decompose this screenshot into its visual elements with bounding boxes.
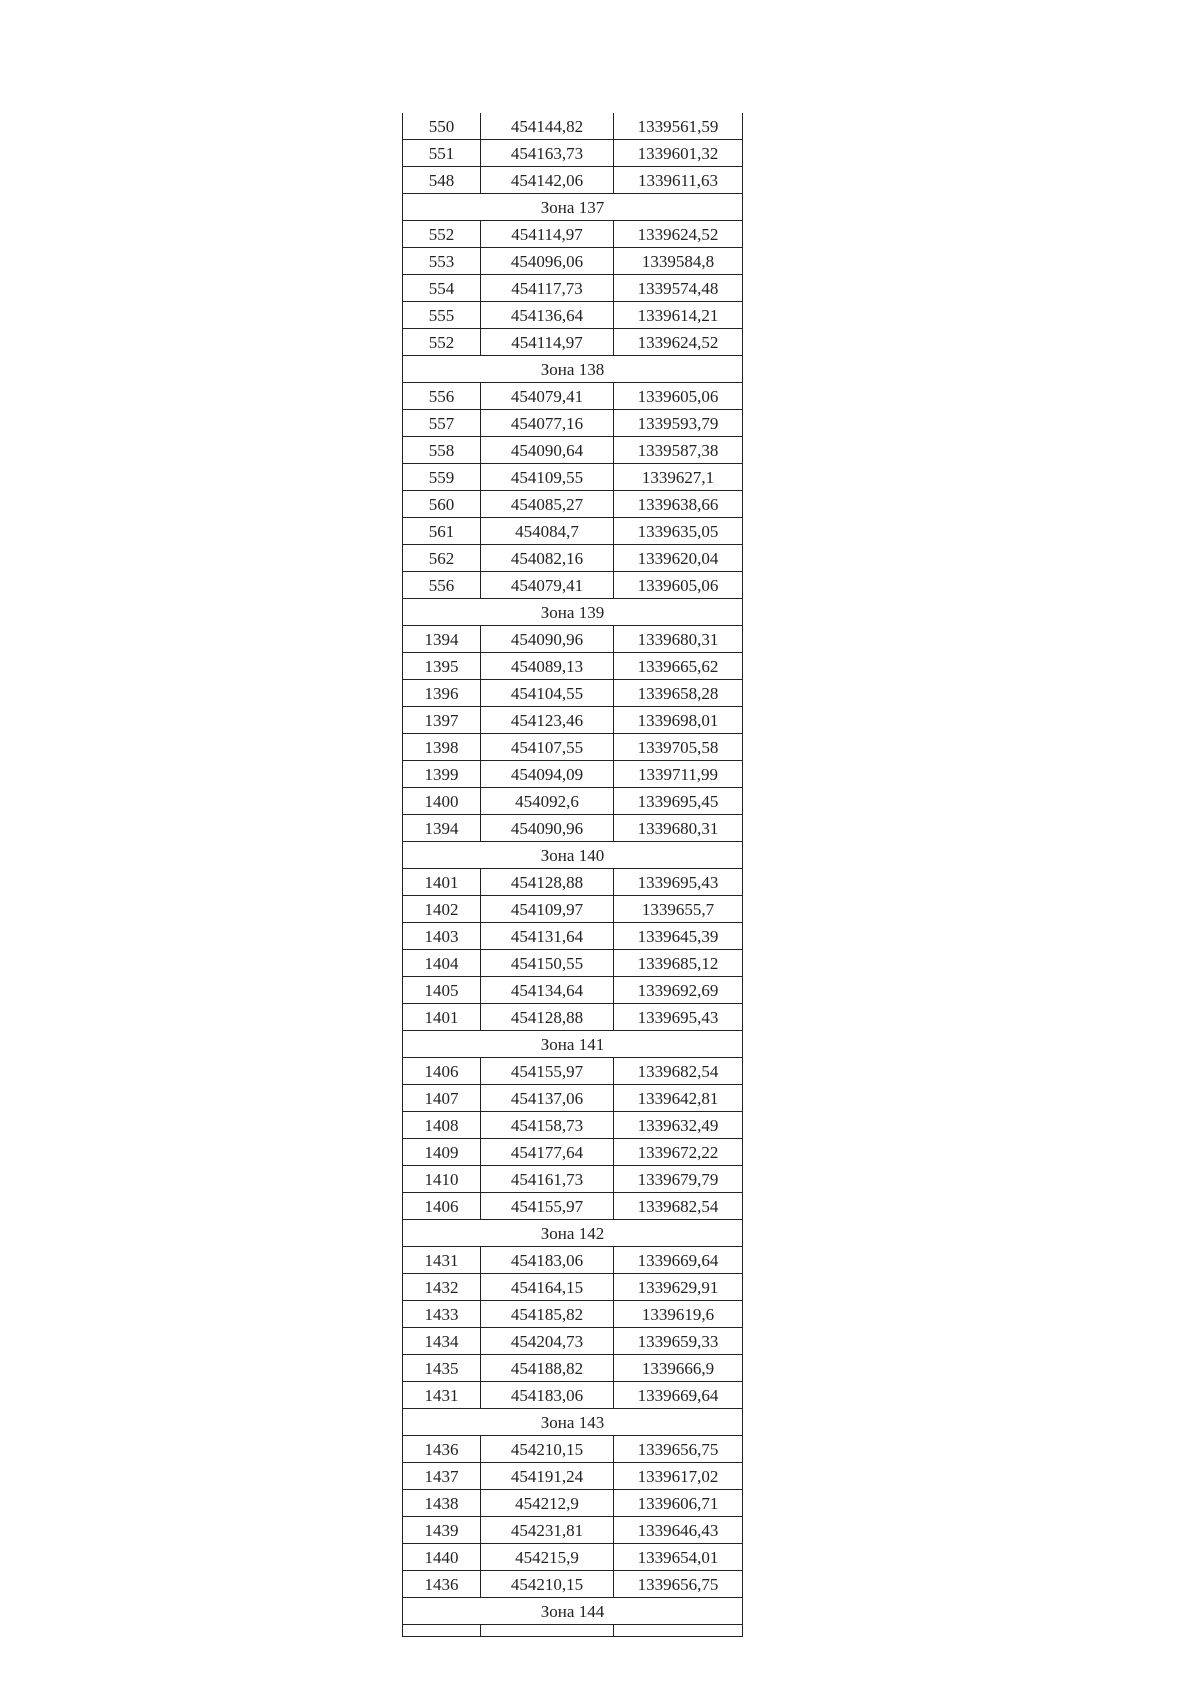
zone-label: Зона 139 [403,599,743,626]
point-number-cell: 1396 [403,680,481,707]
point-row [403,167,743,194]
y-coordinate-cell: 1339574,48 [614,275,743,302]
y-coordinate-cell: 1339669,64 [614,1382,743,1409]
point-row [403,410,743,437]
y-coordinate-cell: 1339656,75 [614,1436,743,1463]
y-coordinate-cell: 1339619,6 [614,1301,743,1328]
y-coordinate-cell: 1339659,33 [614,1328,743,1355]
y-coordinate-cell: 1339682,54 [614,1193,743,1220]
y-coordinate-cell: 1339695,43 [614,869,743,896]
point-row [403,1004,743,1031]
y-coordinate-cell: 1339711,99 [614,761,743,788]
y-coordinate-cell: 1339642,81 [614,1085,743,1112]
zone-header-row [403,842,743,869]
point-row [403,1571,743,1598]
x-coordinate-cell: 454090,64 [481,437,614,464]
x-coordinate-cell: 454079,41 [481,383,614,410]
point-number-cell: 1401 [403,1004,481,1031]
y-coordinate-cell: 1339656,75 [614,1571,743,1598]
point-row [403,977,743,1004]
x-coordinate-cell: 454136,64 [481,302,614,329]
y-coordinate-cell: 1339624,52 [614,221,743,248]
point-number-cell: 562 [403,545,481,572]
point-number-cell: 552 [403,221,481,248]
point-row [403,950,743,977]
x-coordinate-cell: 454183,06 [481,1382,614,1409]
point-number-cell: 1409 [403,1139,481,1166]
point-row [403,1247,743,1274]
point-row [403,1382,743,1409]
zone-header-row [403,1220,743,1247]
point-number-cell: 1398 [403,734,481,761]
zone-label: Зона 141 [403,1031,743,1058]
y-coordinate-cell: 1339593,79 [614,410,743,437]
point-row [403,1463,743,1490]
zone-label: Зона 143 [403,1409,743,1436]
zone-label: Зона 144 [403,1598,743,1625]
point-number-cell: 1436 [403,1436,481,1463]
x-coordinate-cell: 454082,16 [481,545,614,572]
zone-header-row [403,194,743,221]
y-coordinate-cell: 1339680,31 [614,815,743,842]
point-row [403,464,743,491]
point-number-cell: 1407 [403,1085,481,1112]
x-coordinate-cell: 454212,9 [481,1490,614,1517]
x-coordinate-cell: 454134,64 [481,977,614,1004]
x-coordinate-cell: 454092,6 [481,788,614,815]
x-coordinate-cell: 454231,81 [481,1517,614,1544]
empty-cell [403,1625,481,1637]
point-row [403,1139,743,1166]
x-coordinate-cell: 454089,13 [481,653,614,680]
point-row [403,680,743,707]
point-number-cell: 1401 [403,869,481,896]
x-coordinate-cell: 454079,41 [481,572,614,599]
point-number-cell: 561 [403,518,481,545]
zone-label: Зона 140 [403,842,743,869]
y-coordinate-cell: 1339692,69 [614,977,743,1004]
x-coordinate-cell: 454123,46 [481,707,614,734]
point-row [403,761,743,788]
y-coordinate-cell: 1339698,01 [614,707,743,734]
x-coordinate-cell: 454210,15 [481,1436,614,1463]
point-number-cell: 1400 [403,788,481,815]
y-coordinate-cell: 1339605,06 [614,572,743,599]
point-number-cell: 1437 [403,1463,481,1490]
point-number-cell: 1406 [403,1193,481,1220]
point-number-cell: 556 [403,383,481,410]
x-coordinate-cell: 454142,06 [481,167,614,194]
y-coordinate-cell: 1339658,28 [614,680,743,707]
zone-label: Зона 137 [403,194,743,221]
x-coordinate-cell: 454114,97 [481,329,614,356]
point-row [403,707,743,734]
point-number-cell: 1435 [403,1355,481,1382]
point-number-cell: 558 [403,437,481,464]
x-coordinate-cell: 454085,27 [481,491,614,518]
y-coordinate-cell: 1339601,32 [614,140,743,167]
x-coordinate-cell: 454188,82 [481,1355,614,1382]
point-number-cell: 1410 [403,1166,481,1193]
point-number-cell: 1406 [403,1058,481,1085]
x-coordinate-cell: 454144,82 [481,113,614,140]
y-coordinate-cell: 1339605,06 [614,383,743,410]
x-coordinate-cell: 454109,97 [481,896,614,923]
point-number-cell: 1439 [403,1517,481,1544]
point-number-cell: 557 [403,410,481,437]
point-number-cell: 1433 [403,1301,481,1328]
point-row [403,1544,743,1571]
point-row [403,815,743,842]
y-coordinate-cell: 1339620,04 [614,545,743,572]
zone-header-row [403,1409,743,1436]
x-coordinate-cell: 454077,16 [481,410,614,437]
point-row [403,518,743,545]
zone-header-row [403,1598,743,1625]
zone-label: Зона 142 [403,1220,743,1247]
point-number-cell: 1405 [403,977,481,1004]
point-number-cell: 1394 [403,626,481,653]
point-row [403,437,743,464]
x-coordinate-cell: 454137,06 [481,1085,614,1112]
point-number-cell: 1438 [403,1490,481,1517]
point-number-cell: 556 [403,572,481,599]
x-coordinate-cell: 454107,55 [481,734,614,761]
point-row [403,140,743,167]
point-row [403,1517,743,1544]
point-number-cell: 1402 [403,896,481,923]
y-coordinate-cell: 1339611,63 [614,167,743,194]
x-coordinate-cell: 454109,55 [481,464,614,491]
point-row [403,302,743,329]
x-coordinate-cell: 454094,09 [481,761,614,788]
y-coordinate-cell: 1339682,54 [614,1058,743,1085]
x-coordinate-cell: 454185,82 [481,1301,614,1328]
x-coordinate-cell: 454215,9 [481,1544,614,1571]
point-number-cell: 552 [403,329,481,356]
empty-cell [481,1625,614,1637]
point-number-cell: 554 [403,275,481,302]
y-coordinate-cell: 1339672,22 [614,1139,743,1166]
zone-label: Зона 138 [403,356,743,383]
y-coordinate-cell: 1339606,71 [614,1490,743,1517]
point-number-cell: 1397 [403,707,481,734]
point-row [403,1193,743,1220]
y-coordinate-cell: 1339695,43 [614,1004,743,1031]
point-row [403,572,743,599]
y-coordinate-cell: 1339627,1 [614,464,743,491]
x-coordinate-cell: 454177,64 [481,1139,614,1166]
point-row [403,1112,743,1139]
y-coordinate-cell: 1339629,91 [614,1274,743,1301]
x-coordinate-cell: 454210,15 [481,1571,614,1598]
point-row [403,1328,743,1355]
y-coordinate-cell: 1339665,62 [614,653,743,680]
x-coordinate-cell: 454163,73 [481,140,614,167]
y-coordinate-cell: 1339624,52 [614,329,743,356]
point-row [403,626,743,653]
point-row [403,248,743,275]
x-coordinate-cell: 454183,06 [481,1247,614,1274]
coordinates-table [402,113,743,1637]
x-coordinate-cell: 454090,96 [481,626,614,653]
x-coordinate-cell: 454090,96 [481,815,614,842]
zone-header-row [403,1031,743,1058]
point-number-cell: 548 [403,167,481,194]
point-number-cell: 553 [403,248,481,275]
empty-cell [614,1625,743,1637]
point-number-cell: 1434 [403,1328,481,1355]
point-number-cell: 555 [403,302,481,329]
point-row [403,653,743,680]
point-number-cell: 1432 [403,1274,481,1301]
x-coordinate-cell: 454114,97 [481,221,614,248]
x-coordinate-cell: 454161,73 [481,1166,614,1193]
x-coordinate-cell: 454191,24 [481,1463,614,1490]
y-coordinate-cell: 1339654,01 [614,1544,743,1571]
y-coordinate-cell: 1339680,31 [614,626,743,653]
point-row [403,1436,743,1463]
point-number-cell: 560 [403,491,481,518]
point-number-cell: 1431 [403,1247,481,1274]
point-number-cell: 1403 [403,923,481,950]
x-coordinate-cell: 454104,55 [481,680,614,707]
point-row [403,734,743,761]
point-number-cell: 1440 [403,1544,481,1571]
x-coordinate-cell: 454096,06 [481,248,614,275]
point-row [403,329,743,356]
y-coordinate-cell: 1339705,58 [614,734,743,761]
point-number-cell: 550 [403,113,481,140]
point-number-cell: 1394 [403,815,481,842]
y-coordinate-cell: 1339617,02 [614,1463,743,1490]
y-coordinate-cell: 1339695,45 [614,788,743,815]
point-number-cell: 1431 [403,1382,481,1409]
x-coordinate-cell: 454150,55 [481,950,614,977]
y-coordinate-cell: 1339635,05 [614,518,743,545]
coordinates-table-body [403,113,743,1637]
point-row [403,545,743,572]
x-coordinate-cell: 454084,7 [481,518,614,545]
point-row [403,275,743,302]
x-coordinate-cell: 454155,97 [481,1058,614,1085]
x-coordinate-cell: 454155,97 [481,1193,614,1220]
x-coordinate-cell: 454204,73 [481,1328,614,1355]
y-coordinate-cell: 1339584,8 [614,248,743,275]
y-coordinate-cell: 1339614,21 [614,302,743,329]
point-row [403,896,743,923]
point-number-cell: 1399 [403,761,481,788]
point-number-cell: 1408 [403,1112,481,1139]
x-coordinate-cell: 454164,15 [481,1274,614,1301]
x-coordinate-cell: 454117,73 [481,275,614,302]
x-coordinate-cell: 454158,73 [481,1112,614,1139]
point-number-cell: 1436 [403,1571,481,1598]
point-row [403,1301,743,1328]
point-row [403,383,743,410]
y-coordinate-cell: 1339587,38 [614,437,743,464]
zone-header-row [403,599,743,626]
zone-header-row [403,356,743,383]
y-coordinate-cell: 1339679,79 [614,1166,743,1193]
point-row [403,1490,743,1517]
point-row [403,869,743,896]
point-row [403,113,743,140]
point-row [403,221,743,248]
y-coordinate-cell: 1339632,49 [614,1112,743,1139]
x-coordinate-cell: 454128,88 [481,1004,614,1031]
x-coordinate-cell: 454131,64 [481,923,614,950]
point-row [403,1058,743,1085]
point-row [403,1355,743,1382]
y-coordinate-cell: 1339638,66 [614,491,743,518]
point-row [403,491,743,518]
y-coordinate-cell: 1339669,64 [614,1247,743,1274]
point-row [403,1274,743,1301]
y-coordinate-cell: 1339646,43 [614,1517,743,1544]
y-coordinate-cell: 1339685,12 [614,950,743,977]
point-row [403,1085,743,1112]
y-coordinate-cell: 1339561,59 [614,113,743,140]
point-row [403,923,743,950]
y-coordinate-cell: 1339645,39 [614,923,743,950]
empty-row [403,1625,743,1637]
point-number-cell: 1404 [403,950,481,977]
point-number-cell: 551 [403,140,481,167]
point-number-cell: 559 [403,464,481,491]
point-row [403,1166,743,1193]
x-coordinate-cell: 454128,88 [481,869,614,896]
point-row [403,788,743,815]
point-number-cell: 1395 [403,653,481,680]
y-coordinate-cell: 1339655,7 [614,896,743,923]
y-coordinate-cell: 1339666,9 [614,1355,743,1382]
